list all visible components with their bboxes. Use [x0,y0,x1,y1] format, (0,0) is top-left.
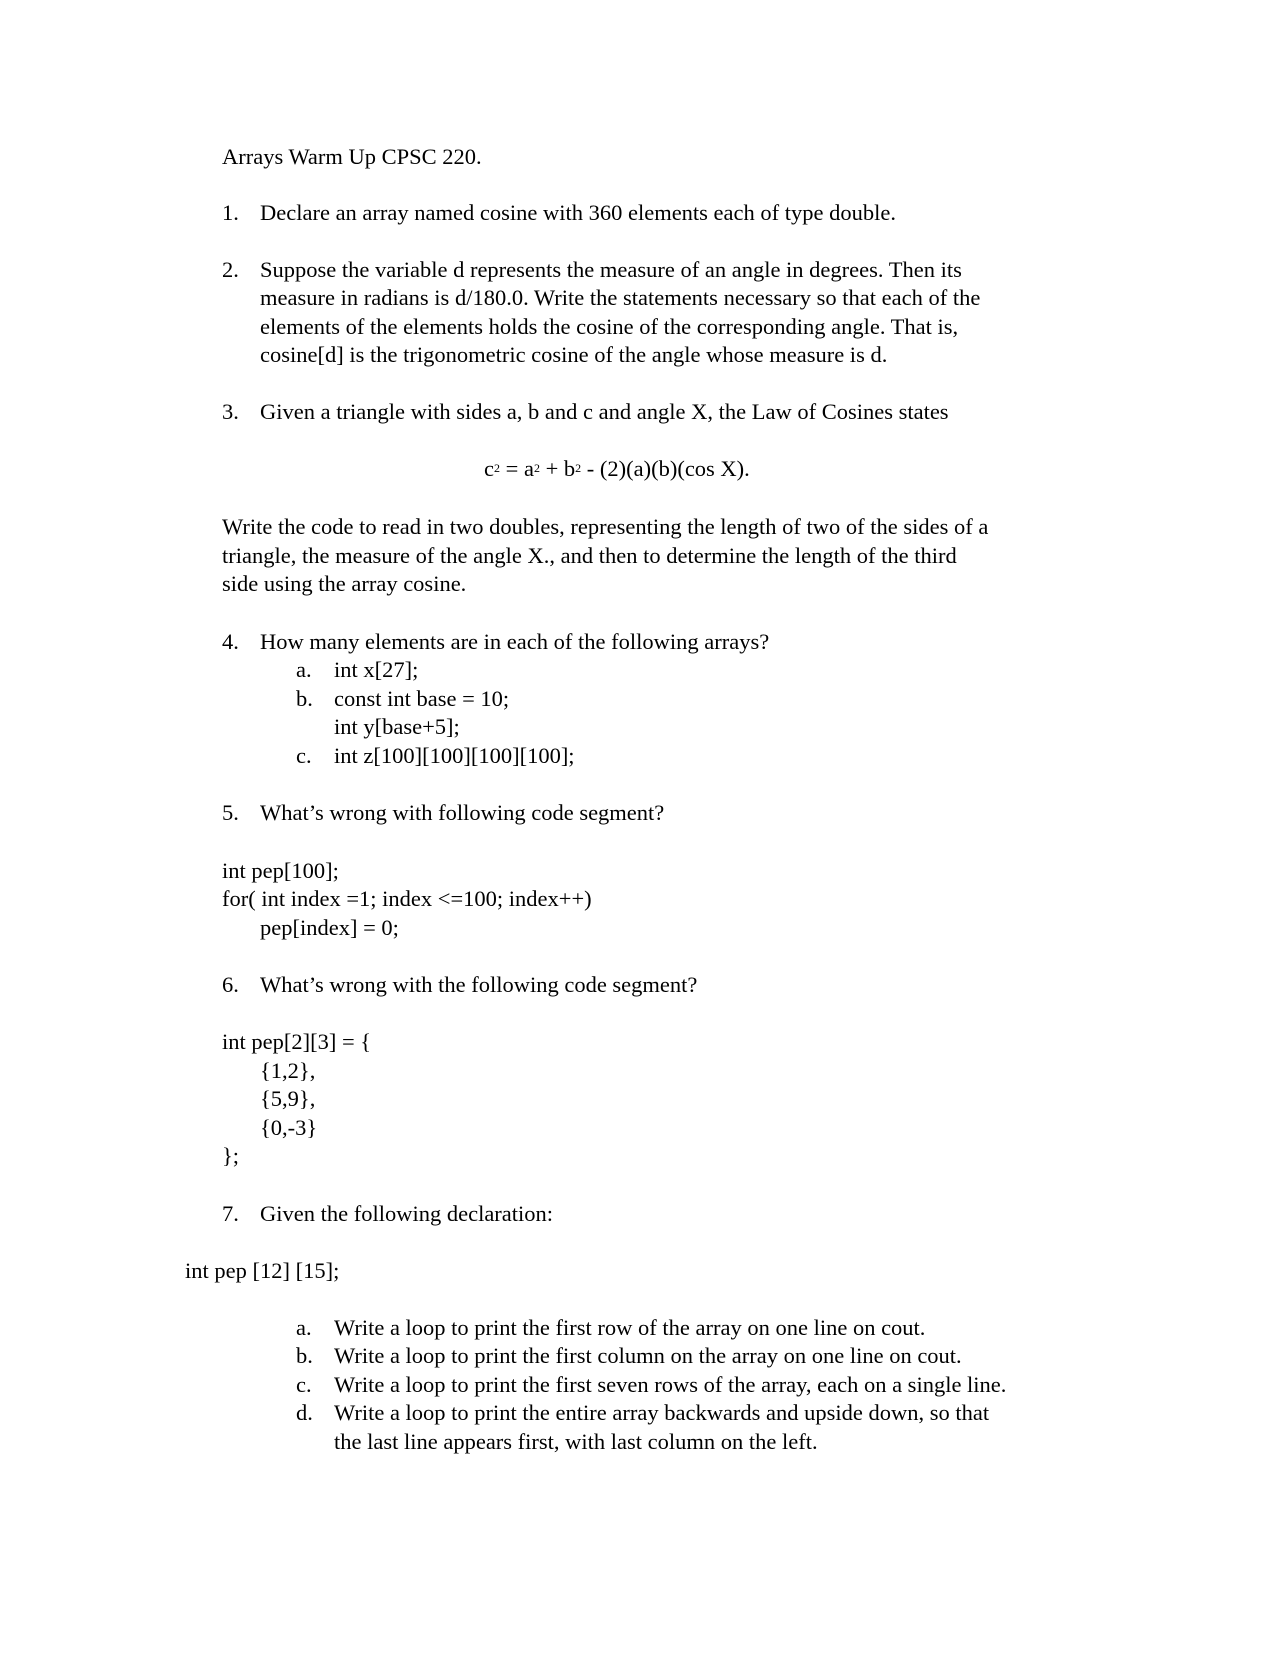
formula-eq: = a [500,456,534,481]
formula-plus: + b [539,456,576,481]
q7-item-d-label: d. [296,1400,313,1425]
q7-declaration: int pep [12] [15]; [185,1258,340,1283]
q3-paragraph-line-1: Write the code to read in two doubles, representing the length of two of the sides of a [222,514,989,539]
formula-c: c [484,456,494,481]
law-of-cosines-formula [484,458,750,481]
q7-text: Given the following declaration: [260,1201,554,1226]
q5-code-line-2: for( int index =1; index <=100; index++) [222,886,592,911]
q4-item-c-code: int z[100][100][100][100]; [334,743,575,768]
q3-paragraph-line-2: triangle, the measure of the angle X., and then to determine the length of the third [222,543,957,568]
q6-code-line-3: {5,9}, [260,1086,316,1111]
q7-item-c-text: Write a loop to print the first seven rows of the array, each on a single line. [334,1372,1007,1397]
q6-code-line-4: {0,-3} [260,1115,318,1140]
q5-number: 5. [222,800,239,825]
q7-item-c-label: c. [296,1372,312,1397]
q2-line-2: measure in radians is d/180.0. Write the statements necessary so that each of the [260,285,981,310]
document-title: Arrays Warm Up CPSC 220. [222,144,482,169]
q5-text: What’s wrong with following code segment? [260,800,665,825]
q7-item-d-text-2: the last line appears first, with last column on the left. [334,1429,818,1454]
q4-number: 4. [222,629,239,654]
q4-item-b-code-1: const int base = 10; [334,686,510,711]
q6-text: What’s wrong with the following code segment? [260,972,698,997]
q2-line-4: cosine[d] is the trigonometric cosine of the angle whose measure is d. [260,342,888,367]
q4-text: How many elements are in each of the following arrays? [260,629,770,654]
q6-code-line-1: int pep[2][3] = { [222,1029,372,1054]
q6-code-line-2: {1,2}, [260,1058,316,1083]
formula-exponent: 2 [533,461,540,475]
q7-item-a-text: Write a loop to print the first row of the array on one line on cout. [334,1315,926,1340]
q7-number: 7. [222,1201,239,1226]
q5-code-line-1: int pep[100]; [222,858,339,883]
q2-line-3: elements of the elements holds the cosine of the corresponding angle. That is, [260,314,959,339]
q6-number: 6. [222,972,239,997]
q7-item-b-text: Write a loop to print the first column on the array on one line on cout. [334,1343,962,1368]
q4-item-a-code: int x[27]; [334,657,419,682]
q2-line-1: Suppose the variable d represents the measure of an angle in degrees. Then its [260,257,962,282]
formula-exponent: 2 [494,461,500,475]
q7-item-d-text-1: Write a loop to print the entire array backwards and upside down, so that [334,1400,990,1425]
formula-rest: - (2)(a)(b)(cos X). [581,456,750,481]
q4-item-a-label: a. [296,657,312,682]
q4-item-c-label: c. [296,743,312,768]
q6-code-line-5: }; [222,1143,240,1168]
q7-item-a-label: a. [296,1315,312,1340]
q1-number: 1. [222,200,239,225]
q4-item-b-label: b. [296,686,313,711]
q3-text: Given a triangle with sides a, b and c and angle X, the Law of Cosines states [260,399,949,424]
q2-number: 2. [222,257,239,282]
q5-code-line-3: pep[index] = 0; [260,915,399,940]
q3-number: 3. [222,399,239,424]
q4-item-b-code-2: int y[base+5]; [334,714,460,739]
q3-paragraph-line-3: side using the array cosine. [222,571,467,596]
formula-exponent: 2 [575,461,582,475]
q7-item-b-label: b. [296,1343,313,1368]
q1-text: Declare an array named cosine with 360 elements each of type double. [260,200,896,225]
